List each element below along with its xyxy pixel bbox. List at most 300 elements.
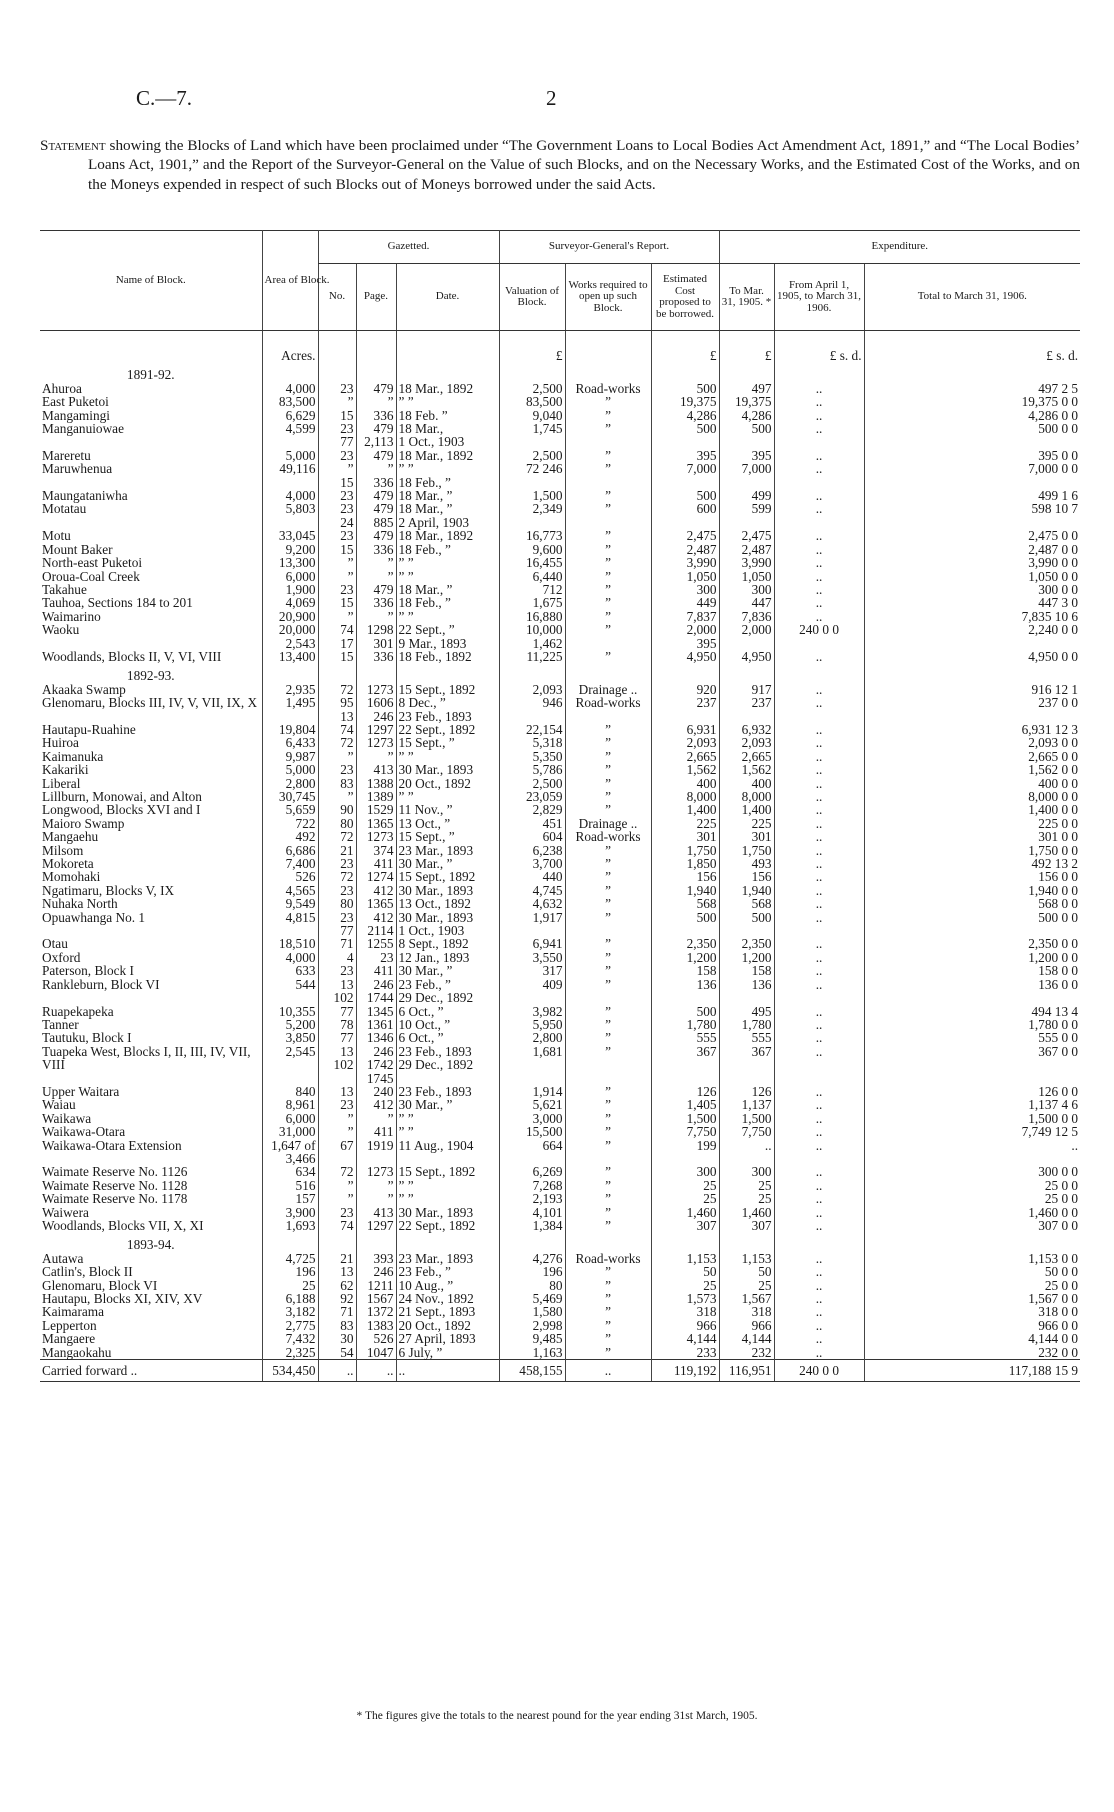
cell-to: 599 xyxy=(719,502,774,529)
cell-area: 18,510 xyxy=(262,937,318,950)
table-row xyxy=(40,462,1080,489)
cell-gazette-date: .. xyxy=(396,1360,499,1382)
cell-estimated: 7,750 xyxy=(651,1125,719,1138)
cell-name: Maioro Swamp xyxy=(42,815,125,831)
cell-name: Motatau xyxy=(42,501,87,517)
unit-total: £ s. d. xyxy=(864,331,1080,363)
cell-gazette-page: ” xyxy=(356,610,396,623)
cell-gazette-date: 23 Feb., 1893 29 Dec., 1892 xyxy=(396,1045,499,1085)
cell-name: Mangamingi xyxy=(42,407,110,423)
cell-from: .. xyxy=(774,1292,864,1305)
cell-name: Mokoreta xyxy=(42,856,94,872)
cell-gazette-page: 1389 xyxy=(356,790,396,803)
cell-estimated: 119,192 xyxy=(651,1360,719,1382)
cell-area: 4,000 xyxy=(262,489,318,502)
cell-works: ” xyxy=(565,529,651,542)
cell-valuation: 5,621 xyxy=(499,1098,565,1111)
unit-area: Acres. xyxy=(262,331,318,363)
cell-gazette-date: 30 Mar., ” xyxy=(396,857,499,870)
cell-name: Waikawa xyxy=(42,1110,92,1126)
cell-estimated: 367 xyxy=(651,1045,719,1085)
table-row xyxy=(40,1112,1080,1125)
cell-estimated: 500 xyxy=(651,489,719,502)
cell-from: .. xyxy=(774,1098,864,1111)
cell-name: Kakariki xyxy=(42,762,89,778)
cell-valuation: 16,455 xyxy=(499,556,565,569)
cell-gazette-date: 20 Oct., 1892 xyxy=(396,1319,499,1332)
cell-name: Lepperton xyxy=(42,1317,97,1333)
cell-area: 2,775 xyxy=(262,1319,318,1332)
table-row xyxy=(40,1346,1080,1360)
cell-estimated: 1,050 xyxy=(651,570,719,583)
cell-gazette-no: 15 xyxy=(318,650,356,663)
cell-works: ” xyxy=(565,409,651,422)
cell-valuation: 3,700 xyxy=(499,857,565,870)
cell-name: Ruapekapeka xyxy=(42,1003,114,1019)
cell-from: .. xyxy=(774,897,864,910)
cell-works: ” xyxy=(565,650,651,663)
cell-from: .. xyxy=(774,696,864,723)
cell-estimated: 395 xyxy=(651,449,719,462)
cell-name: Glenomaru, Block VI xyxy=(42,1277,158,1293)
table-row xyxy=(40,1252,1080,1265)
cell-estimated: 1,562 xyxy=(651,763,719,776)
cell-gazette-date: ” ” xyxy=(396,1112,499,1125)
cell-gazette-date: 30 Mar., ” xyxy=(396,1098,499,1111)
cell-total: 4,144 0 0 xyxy=(864,1332,1080,1345)
cell-works: ” xyxy=(565,978,651,1005)
cell-estimated: 19,375 xyxy=(651,395,719,408)
cell-from: .. xyxy=(774,596,864,609)
cell-works: ” xyxy=(565,1098,651,1111)
cell-name: Huiroa xyxy=(42,735,79,751)
cell-name: Tuapeka West, Blocks I, II, III, IV, VII, VIII xyxy=(42,1043,251,1073)
cell-gazette-date: 30 Mar., 1893 xyxy=(396,884,499,897)
cell-area: 6,188 xyxy=(262,1292,318,1305)
cell-to: 19,375 xyxy=(719,395,774,408)
cell-estimated: 318 xyxy=(651,1305,719,1318)
cell-name: Waimate Reserve No. 1128 xyxy=(42,1177,188,1193)
cell-from: .. xyxy=(774,1031,864,1044)
header-to-march-1905: To Mar. 31, 1905. * xyxy=(719,264,774,331)
cell-name: Waimate Reserve No. 1178 xyxy=(42,1191,188,1207)
cell-works: ” xyxy=(565,1332,651,1345)
cell-area: 6,686 xyxy=(262,844,318,857)
cell-valuation: 440 xyxy=(499,870,565,883)
cell-total: 4,950 0 0 xyxy=(864,650,1080,663)
cell-estimated: 2,093 xyxy=(651,736,719,749)
cell-gazette-page: 1047 xyxy=(356,1346,396,1360)
cell-area: 6,000 xyxy=(262,1112,318,1125)
cell-gazette-date: 10 Oct., ” xyxy=(396,1018,499,1031)
cell-name: Woodlands, Blocks II, V, VI, VIII xyxy=(42,648,222,664)
cell-area: 6,629 xyxy=(262,409,318,422)
cell-total: 1,567 0 0 xyxy=(864,1292,1080,1305)
cell-name: Waoku xyxy=(42,622,80,638)
cell-gazette-no: 4 xyxy=(318,951,356,964)
cell-gazette-no: ” xyxy=(318,395,356,408)
cell-gazette-page: 1529 xyxy=(356,803,396,816)
cell-to: 2,093 xyxy=(719,736,774,749)
cell-name: Momohaki xyxy=(42,869,101,885)
cell-area: 2,325 xyxy=(262,1346,318,1360)
cell-total: 1,750 0 0 xyxy=(864,844,1080,857)
cell-gazette-page: 1255 xyxy=(356,937,396,950)
blocks-table xyxy=(40,230,1080,1382)
cell-from: .. xyxy=(774,570,864,583)
cell-from: .. xyxy=(774,650,864,663)
table-row xyxy=(40,1098,1080,1111)
table-row xyxy=(40,650,1080,663)
cell-valuation: 2,349 xyxy=(499,502,565,529)
cell-works: ” xyxy=(565,951,651,964)
cell-to: 25 xyxy=(719,1279,774,1292)
cell-name: Takahue xyxy=(42,581,87,597)
cell-total: 492 13 2 xyxy=(864,857,1080,870)
header-total-1906: Total to March 31, 1906. xyxy=(864,264,1080,331)
cell-estimated: 199 xyxy=(651,1139,719,1166)
cell-estimated: 6,931 xyxy=(651,723,719,736)
table-row xyxy=(40,1179,1080,1192)
cell-gazette-date: 21 Sept., 1893 xyxy=(396,1305,499,1318)
cell-from: .. xyxy=(774,382,864,395)
cell-gazette-date: 22 Sept., 1892 xyxy=(396,1219,499,1232)
cell-gazette-page: 374 xyxy=(356,844,396,857)
table-row xyxy=(40,1192,1080,1205)
cell-gazette-no: 54 xyxy=(318,1346,356,1360)
table-row xyxy=(40,790,1080,803)
cell-total: 568 0 0 xyxy=(864,897,1080,910)
cell-works: ” xyxy=(565,1045,651,1085)
table-row xyxy=(40,777,1080,790)
cell-to: 301 xyxy=(719,830,774,843)
cell-gazette-date: ” ” 18 Feb., ” xyxy=(396,462,499,489)
cell-estimated: 25 xyxy=(651,1192,719,1205)
cell-from: .. xyxy=(774,395,864,408)
header-works: Works required to open up such Block. xyxy=(565,264,651,331)
cell-works: ” xyxy=(565,449,651,462)
cell-total: 500 0 0 xyxy=(864,911,1080,938)
table-row xyxy=(40,502,1080,529)
cell-works: ” xyxy=(565,502,651,529)
cell-gazette-date: ” ” xyxy=(396,610,499,623)
cell-estimated: 2,475 xyxy=(651,529,719,542)
cell-to: 493 xyxy=(719,857,774,870)
cell-gazette-no: 72 xyxy=(318,736,356,749)
cell-name: Waiau xyxy=(42,1097,76,1113)
cell-name: Akaaka Swamp xyxy=(42,681,126,697)
cell-total: 400 0 0 xyxy=(864,777,1080,790)
cell-name: East Puketoi xyxy=(42,394,109,410)
cell-gazette-page: ” xyxy=(356,1112,396,1125)
cell-gazette-date: ” ” xyxy=(396,790,499,803)
table-row xyxy=(40,409,1080,422)
cell-gazette-date: ” ” xyxy=(396,1179,499,1192)
cell-gazette-page: 412 xyxy=(356,1098,396,1111)
cell-valuation: 3,000 xyxy=(499,1112,565,1125)
cell-name: Oxford xyxy=(42,949,81,965)
cell-valuation: 5,350 xyxy=(499,750,565,763)
cell-gazette-no: 23 77 xyxy=(318,911,356,938)
cell-valuation: 2,500 xyxy=(499,777,565,790)
cell-estimated: 50 xyxy=(651,1265,719,1278)
cell-gazette-date: 23 Feb., 1893 xyxy=(396,1085,499,1098)
cell-name: Waikawa-Otara xyxy=(42,1124,126,1140)
table-row xyxy=(40,1165,1080,1178)
cell-gazette-date: 15 Sept., ” xyxy=(396,736,499,749)
cell-gazette-no: 74 xyxy=(318,723,356,736)
cell-area: 31,000 xyxy=(262,1125,318,1138)
cell-estimated: 3,990 xyxy=(651,556,719,569)
cell-to: 499 xyxy=(719,489,774,502)
cell-from: .. xyxy=(774,610,864,623)
cell-estimated: 2,487 xyxy=(651,543,719,556)
cell-to: 2,487 xyxy=(719,543,774,556)
cell-gazette-page: ” xyxy=(356,750,396,763)
cell-area: 13,400 xyxy=(262,650,318,663)
cell-from: .. xyxy=(774,489,864,502)
cell-estimated: 233 xyxy=(651,1346,719,1360)
cell-gazette-date: 13 Oct., 1892 xyxy=(396,897,499,910)
cell-valuation: 1,914 xyxy=(499,1085,565,1098)
cell-gazette-page: 336 xyxy=(356,596,396,609)
cell-name: Ngatimaru, Blocks V, IX xyxy=(42,882,175,898)
cell-gazette-page: 240 xyxy=(356,1085,396,1098)
cell-gazette-no: 23 77 xyxy=(318,422,356,449)
cell-area: 4,069 xyxy=(262,596,318,609)
cell-to: 50 xyxy=(719,1265,774,1278)
table-row xyxy=(40,1018,1080,1031)
cell-total: 126 0 0 xyxy=(864,1085,1080,1098)
header-expenditure: Expenditure. xyxy=(719,231,1080,264)
cell-valuation: 4,276 xyxy=(499,1252,565,1265)
cell-gazette-page: 412 xyxy=(356,884,396,897)
cell-estimated: 136 xyxy=(651,978,719,1005)
table-row xyxy=(40,696,1080,723)
cell-area: 4,000 xyxy=(262,951,318,964)
table-row xyxy=(40,1265,1080,1278)
cell-area: 1,495 xyxy=(262,696,318,723)
cell-gazette-no: 13 xyxy=(318,1265,356,1278)
cell-works: Road-works xyxy=(565,382,651,395)
cell-gazette-no: 78 xyxy=(318,1018,356,1031)
cell-valuation: 2,500 xyxy=(499,449,565,462)
cell-total: 2,475 0 0 xyxy=(864,529,1080,542)
cell-total: 158 0 0 xyxy=(864,964,1080,977)
cell-area: 5,000 xyxy=(262,763,318,776)
cell-gazette-no: 13 102 xyxy=(318,978,356,1005)
table-row xyxy=(40,1085,1080,1098)
cell-works: ” xyxy=(565,489,651,502)
cell-name: North-east Puketoi xyxy=(42,555,143,571)
cell-valuation: 2,998 xyxy=(499,1319,565,1332)
cell-area: 30,745 xyxy=(262,790,318,803)
cell-valuation: 1,917 xyxy=(499,911,565,938)
cell-estimated: 8,000 xyxy=(651,790,719,803)
cell-name: Tauhoa, Sections 184 to 201 xyxy=(42,595,193,611)
cell-gazette-page: 336 xyxy=(356,409,396,422)
cell-from: .. xyxy=(774,1085,864,1098)
cell-works: ” xyxy=(565,911,651,938)
cell-area: 83,500 xyxy=(262,395,318,408)
cell-gazette-page: 1273 xyxy=(356,736,396,749)
table-row xyxy=(40,1125,1080,1138)
cell-gazette-no: 95 13 xyxy=(318,696,356,723)
cell-gazette-no: 23 xyxy=(318,489,356,502)
cell-to: 7,750 xyxy=(719,1125,774,1138)
cell-works: ” xyxy=(565,1292,651,1305)
cell-works: ” xyxy=(565,543,651,556)
cell-gazette-no: .. xyxy=(318,1360,356,1382)
cell-valuation: 1,163 xyxy=(499,1346,565,1360)
cell-total: 136 0 0 xyxy=(864,978,1080,1005)
cell-area: 534,450 xyxy=(262,1360,318,1382)
cell-valuation: 4,101 xyxy=(499,1206,565,1219)
cell-valuation: 409 xyxy=(499,978,565,1005)
cell-to: .. xyxy=(719,1139,774,1166)
cell-works: ” xyxy=(565,1179,651,1192)
cell-estimated: 1,850 xyxy=(651,857,719,870)
cell-valuation: 9,040 xyxy=(499,409,565,422)
table-row xyxy=(40,857,1080,870)
cell-valuation: 6,238 xyxy=(499,844,565,857)
cell-name: Tautuku, Block I xyxy=(42,1030,132,1046)
cell-from: .. xyxy=(774,777,864,790)
cell-valuation: 9,600 xyxy=(499,543,565,556)
cell-total: 1,780 0 0 xyxy=(864,1018,1080,1031)
cell-gazette-date: 23 Mar., 1893 xyxy=(396,844,499,857)
cell-gazette-page: 1361 xyxy=(356,1018,396,1031)
cell-gazette-page: 246 1744 xyxy=(356,978,396,1005)
cell-total: 117,188 15 9 xyxy=(864,1360,1080,1382)
cell-area: 5,000 xyxy=(262,449,318,462)
cell-total: 447 3 0 xyxy=(864,596,1080,609)
cell-valuation: 1,745 xyxy=(499,422,565,449)
table-row xyxy=(40,395,1080,408)
cell-area: 4,599 xyxy=(262,422,318,449)
cell-works: ” xyxy=(565,556,651,569)
cell-gazette-date: 27 April, 1893 xyxy=(396,1332,499,1345)
cell-valuation: 1,681 xyxy=(499,1045,565,1085)
cell-name: Longwood, Blocks XVI and I xyxy=(42,802,201,818)
cell-total: 50 0 0 xyxy=(864,1265,1080,1278)
cell-gazette-page: 413 xyxy=(356,763,396,776)
cell-estimated: 4,950 xyxy=(651,650,719,663)
cell-name: Paterson, Block I xyxy=(42,963,134,979)
cell-to: 116,951 xyxy=(719,1360,774,1382)
cell-total: 6,931 12 3 xyxy=(864,723,1080,736)
cell-name: Waimate Reserve No. 1126 xyxy=(42,1164,188,1180)
cell-gazette-date: 18 Feb., ” xyxy=(396,596,499,609)
cell-total: 1,050 0 0 xyxy=(864,570,1080,583)
year-heading: 1891-92. xyxy=(126,367,175,383)
cell-valuation: 2,800 xyxy=(499,1031,565,1044)
cell-works: ” xyxy=(565,1279,651,1292)
cell-estimated: 2,665 xyxy=(651,750,719,763)
cell-gazette-no: 67 xyxy=(318,1139,356,1166)
cell-to: 917 xyxy=(719,683,774,696)
table-row xyxy=(40,570,1080,583)
cell-gazette-no: 15 xyxy=(318,596,356,609)
cell-gazette-no: 74 xyxy=(318,1219,356,1232)
cell-gazette-no: 23 xyxy=(318,1098,356,1111)
cell-gazette-no: ” xyxy=(318,1179,356,1192)
cell-valuation: 2,193 xyxy=(499,1192,565,1205)
cell-to: 3,990 xyxy=(719,556,774,569)
cell-works: ” xyxy=(565,583,651,596)
cell-estimated: 1,153 xyxy=(651,1252,719,1265)
cell-to: 318 xyxy=(719,1305,774,1318)
cell-total: 2,093 0 0 xyxy=(864,736,1080,749)
table-row xyxy=(40,1279,1080,1292)
cell-gazette-page: 411 xyxy=(356,1125,396,1138)
cell-name: Maungataniwha xyxy=(42,488,128,504)
cell-estimated: 1,780 xyxy=(651,1018,719,1031)
table-row xyxy=(40,750,1080,763)
cell-name: Mount Baker xyxy=(42,541,113,557)
cell-name: Motu xyxy=(42,528,71,544)
cell-to: 25 xyxy=(719,1192,774,1205)
cell-gazette-page: 1274 xyxy=(356,870,396,883)
cell-valuation: 15,500 xyxy=(499,1125,565,1138)
cell-to: 400 xyxy=(719,777,774,790)
cell-estimated: 2,000 395 xyxy=(651,623,719,650)
cell-valuation: 2,093 xyxy=(499,683,565,696)
cell-to: 25 xyxy=(719,1179,774,1192)
cell-gazette-page: 1297 xyxy=(356,723,396,736)
cell-total: 499 1 6 xyxy=(864,489,1080,502)
cell-area: 5,803 xyxy=(262,502,318,529)
header-gazette-page: Page. xyxy=(356,264,396,331)
cell-works: ” xyxy=(565,1085,651,1098)
table-row xyxy=(40,382,1080,395)
cell-works: Road-works xyxy=(565,830,651,843)
cell-from: .. xyxy=(774,556,864,569)
cell-to: 156 xyxy=(719,870,774,883)
cell-gazette-page: 336 xyxy=(356,650,396,663)
cell-to: 497 xyxy=(719,382,774,395)
cell-valuation: 458,155 xyxy=(499,1360,565,1382)
table-row xyxy=(40,489,1080,502)
cell-total: 500 0 0 xyxy=(864,422,1080,449)
cell-name: Nuhaka North xyxy=(42,896,118,912)
cell-name: Autawa xyxy=(42,1250,84,1266)
cell-gazette-page: 393 xyxy=(356,1252,396,1265)
cell-gazette-no: ” xyxy=(318,750,356,763)
cell-total: 25 0 0 xyxy=(864,1192,1080,1205)
table-row xyxy=(40,1031,1080,1044)
cell-gazette-page: 1372 xyxy=(356,1305,396,1318)
cell-from: .. xyxy=(774,750,864,763)
table-row xyxy=(40,1206,1080,1219)
cell-works: ” xyxy=(565,964,651,977)
cell-from: .. xyxy=(774,1252,864,1265)
cell-gazette-no: 72 xyxy=(318,870,356,883)
header-surveyor-report: Surveyor-General's Report. xyxy=(499,231,719,264)
cell-valuation: 10,000 1,462 xyxy=(499,623,565,650)
cell-gazette-no: 13 102 xyxy=(318,1045,356,1085)
cell-gazette-date: 30 Mar., 1893 xyxy=(396,763,499,776)
cell-works: ” xyxy=(565,1192,651,1205)
table-row xyxy=(40,736,1080,749)
cell-gazette-page: 1383 xyxy=(356,1319,396,1332)
cell-gazette-page: 1273 xyxy=(356,830,396,843)
cell-to: 2,000 xyxy=(719,623,774,650)
cell-gazette-page: 479 885 xyxy=(356,502,396,529)
cell-from: .. xyxy=(774,409,864,422)
header-estimated-cost: Estimated Cost proposed to be borrowed. xyxy=(651,264,719,331)
cell-from: .. xyxy=(774,462,864,489)
